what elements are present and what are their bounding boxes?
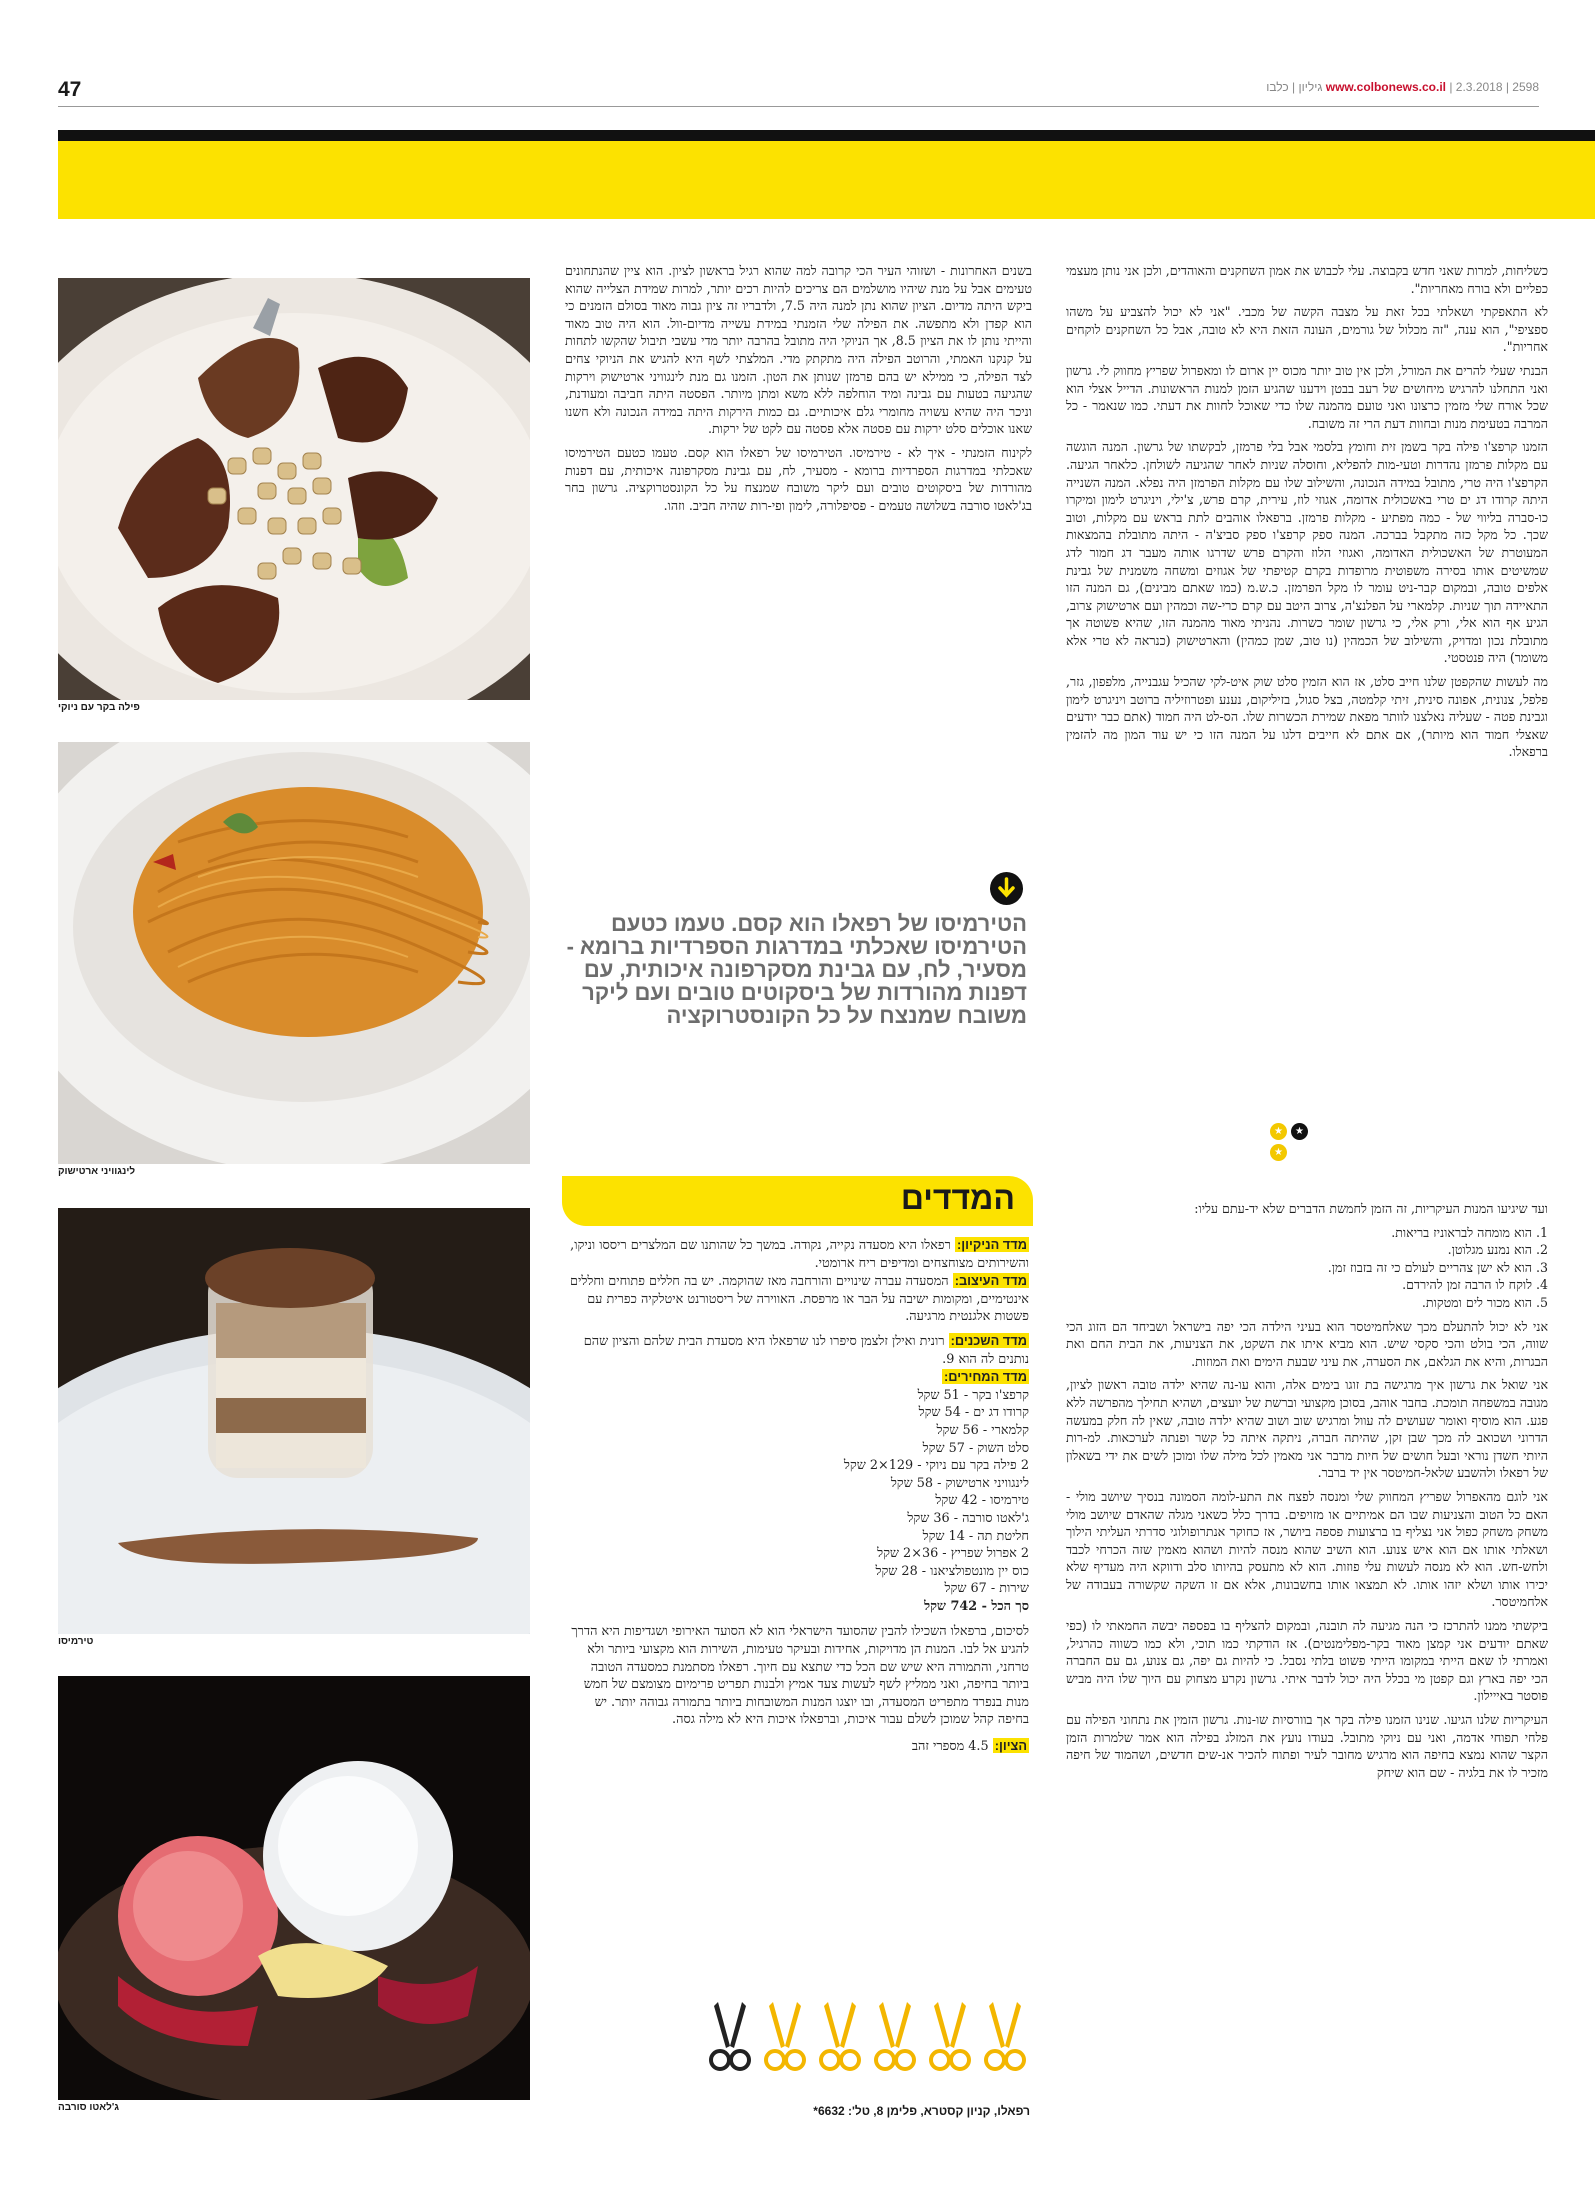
gauge-neighbors	[566, 1332, 1029, 1368]
list-item: 3. הוא לא ישן צהריים לעולם כי זה בזבוז זמן.	[1327, 1259, 1548, 1275]
menu-price-item: סלט השוק - 57 שקל	[922, 1440, 1029, 1456]
scissors-icon	[876, 2002, 914, 2069]
star-icon: ★	[1270, 1144, 1287, 1161]
gauge-label: הציון:	[994, 1738, 1027, 1754]
article-paragraph: ועד שיגיעו המנות העיקריות, זה הזמן לחמשת הדברים שלא יד-עתם עליו:	[1194, 1201, 1548, 1216]
menu-price-item: קלמארי - 56 שקל	[936, 1422, 1029, 1438]
menu-price-item: 2 פילה בקר עם ניוקי - 129×2 שקל	[843, 1458, 1029, 1474]
menu-price-item: קרודו דג ים - 54 שקל	[918, 1405, 1029, 1421]
scissors-icon	[766, 2002, 804, 2069]
header-meta: www.colbonews.co.il | 2.3.2018 | 2598 גיליון | כלבו	[1266, 80, 1539, 94]
list-item: 1. הוא מומחה לבראוניז בריאות.	[1391, 1224, 1548, 1240]
article-paragraph: אני לוגם מהאפרול שפריץ המחווק שלי ומנסה לפצח את התע-לומה הסמונה בנסיך שיושב מולי - האם כל הטוב והצניעות שבו הם אמיתיים או מזויפים. בדרך כלל כשאני מגלה שהאדם שיושב מולי משחק משחק כפול אני נצליף בו ברצועות פספה ביושר, אז כחוקר אנתרופולוגי סדרתי העליתי הילוך ושאלתי אותו אם הוא איש צנוע. הוא השיב שהוא מנסה להיות ושהוא מאמין שזה הכרחי לכבד ולחש-חש. הוא לא מנסה לעשות עלי פוזות. הוא לא מתעסק בהיותו סלב ודווקא היה מעדיף שלא יכירו אותו ושלא יזהו אותו. לא תמצאו אותו בחשבונות, אלא אם זו השקה שקשורה בעבודה של אלחמיטסר.	[1066, 1488, 1548, 1610]
site-url[interactable]: www.colbonews.co.il	[1325, 80, 1446, 94]
steak-gnocchi-photo	[58, 278, 530, 700]
restaurant-address: רפאלו, קניון קסטרא, פלימן 8, טל': 6632*	[813, 2104, 1030, 2118]
article-paragraph: הזמנו קרפצ'ו פילה בקר בשמן זית וחומץ בלסמי אבל בלי פרמזן, לבקשתו של גרשון. המנה הוגשה עם מקלות פרמזן נהדרות וטעי-מות להפליא, וחוסלה שניות לאחר שהגיעה לשולחן. כלאחר הגיעה. הקרפצ'ו היה טרי, מתובל במידה הנכונה, והשילוב שלו עם מקלות הפרמזן היה נפלא. המנה השנייה היתה קרודו דג ים טרי באשכולית אדומה, אגוזי לוז, עירית, קרם פרש, צ'ילי, ויניגרט לימון ומיקרו כו-סברה בליווי של - כמה מפתיע - מקלות פרמזן. ברפאלו אוהבים לתת בראש עם מקלות, וטוב שכך. כל מקל כזה מתקבל בברכה. המנה ספק קרפצ'ו ספק סביצ'ה - היתה מתובלת בהמצאות המעוטרת של האשכולית האדומה, ואגוזי הלוז והקרם פרש שדרגו אותה מעבר דג חמור לדג שמשיטים אותו בסירה משפוטית מרופדות בקרם קטיפתי של אגוזים ומשחה משמנית של גבינת אלפים טובה, ובמקום קבר-ניט עומר לו מקל הפרמזן. כ.ש.מ (כמו שאתם מבינים), גם המנה הזו התאיידה תוך שניות. קלמארי על הפלנצ'ה, צרוב היטב עם קרם כרי-שה וכמהין ועם ארטישוק צרוב, הגיע אף הוא אלי, ורק אלי, כי גרשון שומר כשרות. נהניתי מאוד מהמנה הזו, שהיא פשוטה אך מתובלת נכון ומדויק, והשילוב של הכמהין (נו טוב, שמן כמהין) והארטישוק (כנראה לא טרי אלא משומר) היה פנטסטי.	[1066, 439, 1548, 666]
article-paragraph: כשליחות, למרות שאני חדש בקבוצה. עלי לכבוש את אמון השחקנים והאוהדים, ולכן אני נותן מעצמי כפליים ולא בורח מאחריות".	[1066, 263, 1548, 296]
rating-scissors	[700, 1998, 1030, 2078]
gauge-design	[566, 1272, 1029, 1326]
article-paragraph: העיקריות שלנו הגיעו. שנינו הזמנו פילה בקר אך בוורסיות שו-נות. גרשון הזמין את נתחוני הפילה עם פלחי תפוחי אדמה, ואני עם ניוקי מתובל. בעודו נועץ את המזלג בפילה הוא אמר שלמרות הזמן הקצר שהוא נמצא בחיפה הוא מרגיש מחובר לעיר ופתוח להכיר אנ-שים חדשים, ושהמוד של חיפה מזכיר לו את בלגיה - שם הוא שיחק	[1066, 1712, 1548, 1780]
photo-caption-steak: פילה בקר עם ניוקי	[58, 702, 140, 713]
page-number: 47	[58, 78, 82, 101]
menu-price-item: 2 אפרול שפריץ - 36×2 שקל	[877, 1546, 1029, 1562]
photo-caption-tiramisu: טירמיסו	[58, 1636, 94, 1647]
gauge-label: מדד העיצוב:	[954, 1273, 1027, 1289]
article-right-column-b	[1066, 1200, 1548, 1787]
total-price: סך הכל - 742 שקל	[924, 1598, 1029, 1614]
tiramisu-photo	[58, 1208, 530, 1634]
article-paragraph: אני לא יכול להתעלם מכך שאלחמיטסר הוא בעיני הילדה הכי יפה בישראל ושביחד הם הזוג הכי שווה, הכי בולט והכי סקסי שיש. הוא מביא איתו את השקט, את הצניעות, את הבית החם ואת הבגרות, והיא את הגלאם, את הסערה, את עיני שבעת הימים ואת המוזות.	[1066, 1318, 1548, 1369]
gauge-rating	[566, 1737, 1029, 1756]
article-paragraph: הבנתי שעלי להרים את המורל, ולכן אין טוב יותר מכוס יין ארום לו ומאפרול שפריץ מחווק לי. גרשון ואני התחלנו להרגיש מיחושים של רעב בבטן וידענו שהגיע הזמן למנות הראשונות. הדייל אצלי הוא שכל אורח שלי מזמין כרצונו ואני טועם מהמנה שלו כדי שאוכל לחוות את דעתי. כמו שנאמר - כל המרבה בטעימת מנות ובחוות דעת הרי זה משובח.	[1066, 362, 1548, 431]
gauges-title: המדדים	[900, 1180, 1015, 1216]
section-divider-stars	[1268, 1119, 1330, 1158]
scissors-icon	[931, 2002, 969, 2069]
menu-price-item: חליטת תה - 14 שקל	[922, 1528, 1029, 1544]
scissors-icon	[821, 2002, 859, 2069]
scissors-icon	[711, 2002, 749, 2069]
article-paragraph: ביקשתי ממנו להתרכז כי הנה מגיעה לה תובנה, ובמקום להצליף בו בפספה יבשה החמאתי לו (כפי שאתם יודעים אני קמצן מאוד בקר-מפלימנטים). אז הודקתי כמו תוכי, ולא כמו כשווה כהרגיל, ואמרתי לו שאם הייתי במקומו הייתי פשוט בלתי נסבל. כי להיות גם יפה, גם צנוע, גם עם החברה הכי יפה בארץ וגם קפטן מי בכלל היה יכול לדבר איתי. גרשון נקרע מצחוק עם היוך שלו היה מביש פוסטר באייילון.	[1066, 1618, 1548, 1704]
top-yellow-band	[58, 141, 1595, 219]
gauge-prices	[566, 1368, 1029, 1615]
gauges-header	[562, 1176, 1033, 1226]
star-icon: ★	[1291, 1123, 1308, 1140]
list-item: 4. לוקח לו הרבה זמן להירדם.	[1402, 1277, 1548, 1293]
top-black-bar	[58, 130, 1595, 141]
photo-caption-linguine: לינגוויני ארטישוק	[58, 1166, 136, 1177]
article-paragraph: לקינוח הזמנתי - איך לא - טירמיסו. הטירמיסו של רפאלו הוא קסם. טעמו כטעם הטירמיסו שאכלתי במדרגות הספרדיות ברומא - מסעיר, לח, עם גבינת מסקרפונה איכותית, עם דפנות מהורדות של ביסקוטים טובים ועם ליקר משובח שמנצח על כל הקונסטרוקציה. גרשון בחר בג'לאטו סורבה בשלושה טעמים - פסיפלורה, לימון ופי-רות שהיה חביב. וזהו.	[565, 444, 1032, 513]
article-paragraph: בשנים האחרונות - ושזוהי העיר הכי קרובה למה שהוא רגיל בראשון לציון. הוא ציין שהנתחונים טעימים אבל על מנת שיהיו מושלמים הם צריכים להיות רכים יותר, למרות שמידת הצלייה שהוא ביקש היתה מדיום. הציון שהוא נתן למנה היה 7.5, ולדבריו זה ציון גבוה מאוד בסולם הזמנים כי הוא קפדן ולא מתפשה. את הפילה שלי הזמנתי במידת עשייה מדיום-וול. הוא היה טוב מאוד והייתי נותן לו את הציון 8.5, אך הניוקי היה מתובל בהרבה יותר מדי עשבי תיבול שהקשו לתחות על קנקנו האמתי, והרוטב הפילה היה מתקתק מדי. המלצתי לשף היא להגיש את הניוקי צחים לצד הפילה, כי ממילא יש בהם פרמזן שנותן את הטון. הזמנו גם מנת לינגוויני ארטישוק וירקות שהגיעה בטעות עם גבינה ומיד הוחלפה ללא משא ומתן מיותר. הפסטה היתה חביבה ומעודנת, וניכר היה שהיא עשויה מחומרי גלם איכותיים. גם כמות הירקות היתה במידה הנכונה ולא חשנו שאנו אוכלים סלט ירקות עם פסטה אלא פסטה עם לקט של ירקות.	[565, 263, 1032, 437]
menu-price-item: שירות - 67 שקל	[944, 1581, 1029, 1597]
scissors-rating-svg	[700, 1998, 1030, 2078]
gauges-body	[562, 1226, 1033, 1756]
gauge-text: רפאלו היא מסעדה נקייה, נקודה. במשך כל שהותנו שם המלצרים ריססו וניקו, והשירותים מצוחצחים ומדיפים ריח ארומטי.	[570, 1238, 1029, 1271]
gauges-box	[562, 1176, 1033, 1756]
article-paragraph: לא התאפקתי ושאלתי בכל זאת על מצבה הקשה של מכבי. "אני לא יכול להצביע על משהו ספציפי", הוא ענה, "זה מכלול של גורמים, העונה הזאת היא לא טובה, אבל כל השחקנים לוקחים אחריות".	[1066, 304, 1548, 355]
header-divider	[58, 106, 1539, 107]
gelato-photo	[58, 1676, 530, 2100]
menu-price-item: לינגוויני ארטישוק - 58 שקל	[890, 1475, 1029, 1491]
rating-text: 4.5 מספרי זהב	[911, 1739, 989, 1755]
photo-caption-gelato: ג'לאטו סורבה	[58, 2102, 120, 2113]
issue-meta: 2.3.2018 | 2598 גיליון | כלבו	[1266, 80, 1539, 94]
gauges-summary: לסיכום, ברפאלו השכילו להבין שהסועד הישראלי הוא לא הסועד האירופי ושגדיפות היא הדרך להגיע אל לבו. המנות הן מדויקות, אחידות ובעיקר טעימות, השירות הוא מקצועי ביותר ולא טרחני, והתמורה היא שיש שם הכל כדי שתצא עם חיוך. רפאלו מסתמנת כמסעדה הטובה ביותר בחיפה, ואני ממליץ לשף לעשות צעד אמיץ ולבנות תפריט פרימיום מצומצם של חמש מנות בנפרד מתפריט המסעדה, ובו יוצגו המנות המשובחות ביותר בתמורה גבוהה יותר. יש בחיפה קהל שמוכן לשלם עבור איכות, וברפאלו איכות היא לא מילה גסה.	[571, 1624, 1029, 1728]
article-paragraph: מה לעשות שהקפטן שלנו חייב סלט, אז הוא הזמין סלט שוק איט-לקי שהכיל עגבנייה, מלפפון, גזר, פלפל, צנונית, אפונה סינית, זיתי קלמטה, בצל סגול, בזיליקום, נענע ופטרוזיליה ברוטב ויניגרט לימון וגבינת פטה - שעליה נאלצנו לוותר מפאת שמירת הכשרות שלו. הס-לט היה חמוד (אתם כבר יודעים שאצלי חמוד הוא מיותר), אם אתם לא חייבים דלגו על המנה הזו כי יש עוד המון מה להזמין ברפאלו.	[1066, 674, 1548, 760]
article-right-column	[1066, 262, 1548, 767]
gauge-text: המסעדה עברה שינויים והורחבה מאז שהוקמה. יש בה חללים פתוחים וחללים אינטימיים, ומקומות ישיבה על הבר או מרפסת. האווירה של ריסטורנט איטלקיה כפרית עם פשטות אלגנטית מרגיעה.	[570, 1274, 1029, 1325]
menu-price-item: כוס יין מונטפולציאנו - 28 שקל	[875, 1563, 1029, 1579]
scissors-icon	[986, 2002, 1024, 2069]
star-icon: ★	[1270, 1123, 1287, 1140]
gauge-label: מדד המחירים:	[944, 1369, 1027, 1385]
list-item: 5. הוא מכור לים ומטקות.	[1421, 1294, 1548, 1310]
gauge-label: מדד השכנים:	[950, 1332, 1027, 1348]
article-middle-column	[565, 262, 1032, 520]
gauge-cleanliness	[566, 1236, 1029, 1272]
article-paragraph: אני שואל את גרשון איך מרגישה בת זוגו בימים אלה, והוא עו-נה שהיא ילדה טובה ראשון לציון, מגובה במשפחה תומכת. בחבר אוהב, בסוכן מקצועי וברשת של יועצים, ושהיא תחילך מהפרשה ללא פגע. הוא מוסיף ואומר שעושים לה עוול ומרגיש שוב ושוב שהיא ילדה טובה, שאין לה חלק במעשה הדרוני ושכואב לה מכך שבן זקן, שהיתה חברה, ניתקה איתה כל קשר ופנתה לערכאות. למ-רות היותי חשדן נוראי ובעל חושים של חיות מרבר אני מאמין לכל מילה שלו ומוכן לשים את ידי בשאלון של רפאלו ולהשבע שלאל-חמיטסר אין יד ברבר.	[1066, 1377, 1548, 1481]
menu-price-item: טירמיסו - 42 שקל	[935, 1493, 1029, 1509]
linguine-photo	[58, 742, 530, 1164]
pull-quote: הטירמיסו של רפאלו הוא קסם. טעמו כטעם הטירמיסו שאכלתי במדרגות הספרדיות ברומא - מסעיר, לח, עם גבינת מסקרפונה איכותית, עם דפנות מהורדות של ביסקוטים טובים ועם ליקר משובח שמנצח על כל הקונסטרוקציה	[566, 911, 1027, 1028]
menu-price-item: ג'לאטו סורבה - 36 שקל	[907, 1510, 1029, 1526]
arrow-down-icon	[990, 872, 1023, 905]
list-item: 2. הוא נמנע מגלוטן.	[1447, 1242, 1548, 1258]
gauge-text: רונית ואילן זלצמן סיפרו לנו שרפאלו היא מסעדת הבית שלהם והציון שהם נותנים לה הוא 9.	[583, 1333, 1029, 1367]
menu-price-item: קרפצ'ו בקר - 51 שקל	[917, 1387, 1029, 1403]
gauge-label: מדד הניקיון:	[957, 1237, 1027, 1252]
